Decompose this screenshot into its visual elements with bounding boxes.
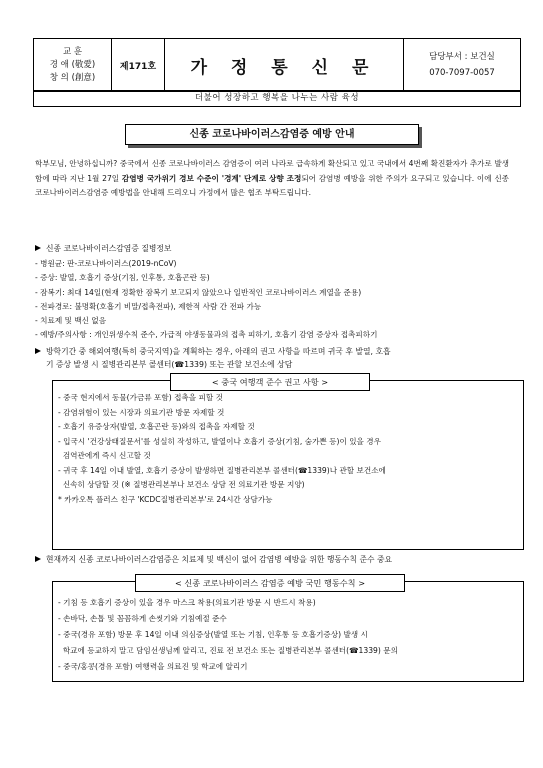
- issue-number: 제171호: [112, 39, 165, 91]
- list-item: - 증상: 발열, 호흡기 증상(기침, 인후통, 호흡곤란 등): [35, 273, 210, 283]
- list-item: - 중국(경유 포함) 방문 후 14일 이내 의심증상(발열 또는 기침, 인후통 등 호흡기증상) 발생 시: [58, 630, 368, 639]
- newsletter-header: [33, 38, 521, 92]
- travel-advice-list: [58, 391, 386, 507]
- motto-label: 교 훈: [62, 46, 83, 57]
- list-item: - 잠복기: 최대 14일(현재 정확한 잠복기 보고되지 않았으나 일반적인 코로나바이러스 계열을 준용): [35, 287, 362, 297]
- motto-1: 경 애 (敬愛): [49, 59, 96, 70]
- prevention-rules-list: [58, 595, 398, 675]
- list-item: - 전파경로: 불명확(호흡기 비말/접촉전파), 제한적 사람 간 전파 가능: [35, 301, 262, 311]
- list-item: 신속히 상담할 것 (※ 질병관리본부나 보건소 상담 전 의료기관 방문 지양): [58, 480, 305, 489]
- section2-heading-cont: 기 증상 발생 시 질병관리본부 콜센터(☎1339) 또는 관할 보건소에 상담: [46, 360, 293, 369]
- list-item: - 입국시 '건강상태질문서'를 성실히 작성하고, 발열이나 호흡기 증상(기침, 숨가쁜 등)이 있을 경우: [58, 436, 381, 446]
- section1-heading-text: 신종 코로나바이러스감염증 질병정보: [46, 244, 172, 253]
- list-item: - 중국/홍콩(경유 포함) 여행력을 의료진 및 학교에 알리기: [58, 662, 248, 671]
- section2-heading-line1: 방학기간 중 해외여행(특히 중국지역)을 계획하는 경우, 아래의 권고 사항을 따르며 귀국 후 발열, 호흡: [46, 347, 391, 356]
- note: * 카카오톡 플러스 친구 'KCDC질병관리본부'로 24시간 상담가능: [58, 494, 273, 504]
- section1-heading: [35, 242, 171, 255]
- section2-heading: [35, 345, 391, 358]
- intro-text-2: 되어 감염병 예방을 위한 주의가 요구되고 있습니다. 이에 신종 코로나바이러스감염증 예방법을 안내해 드리오니 가정에서 많은 협조 부탁드립니다.: [35, 173, 509, 197]
- page-title: 신종 코로나바이러스감염증 예방 안내: [125, 124, 419, 145]
- list-item: - 귀국 후 14일 이내 발열, 호흡기 증상이 발생하면 질병관리본부 콜센터(☎1339)나 관할 보건소에: [58, 465, 386, 475]
- travel-advice-title: < 중국 여행객 준수 권고 사항 >: [170, 373, 370, 391]
- triangle-bullet-icon: [35, 556, 41, 562]
- intro-paragraph: [35, 157, 509, 201]
- triangle-bullet-icon: [35, 348, 41, 354]
- list-item: - 호흡기 유증상자(발열, 호흡곤란 등)와의 접촉을 자제할 것: [58, 422, 255, 431]
- school-motto: [34, 39, 112, 91]
- department-info: [404, 39, 520, 91]
- list-item: - 기침 등 호흡기 증상이 있을 경우 마스크 착용(의료기관 방문 시 반드시 착용): [58, 598, 316, 607]
- list-item: - 손바닥, 손톱 및 꼼꼼하게 손씻기와 기침예절 준수: [58, 614, 227, 623]
- list-item: - 치료제 및 백신 없음: [35, 316, 107, 326]
- section3-heading-text: 현재까지 신종 코로나바이러스감염증은 치료제 및 백신이 없어 감염병 예방을 위한 행동수칙 준수 중요: [46, 555, 393, 564]
- list-item: - 중국 현지에서 동물(가금류 포함) 접촉을 피할 것: [58, 393, 223, 402]
- intro-text-bold: 감염병 국가위기 경보 수준이 '경계' 단계로 상향 조정: [121, 173, 302, 183]
- list-item: - 예방/주의사항 : 개인위생수칙 준수, 가급적 야생동물과의 접촉 피하기, 호흡기 감염 증상자 접촉피하기: [35, 330, 378, 340]
- motto-2: 창 의 (創意): [49, 72, 96, 83]
- prevention-rules-title: < 신종 코로나바이러스 감염증 예방 국민 행동수칙 >: [135, 574, 405, 592]
- section1-list: [35, 257, 377, 343]
- section3-heading: [35, 553, 392, 566]
- list-item: 학교에 등교하지 말고 담임선생님께 알리고, 진료 전 보건소 또는 질병관리본부 콜센터(☎1339) 문의: [58, 646, 398, 655]
- list-item: - 감염위험이 있는 시장과 의료기관 방문 자제할 것: [58, 407, 225, 417]
- newsletter-title: 가 정 통 신 문: [165, 39, 404, 91]
- department: 담당부서 : 보건실: [429, 52, 495, 62]
- intro-text-1: 학부모님, 안녕하십니까? 중국에서 신종 코로나바이러스 감염증이 여러 나라로 급속하게 확산되고 있고 국내에서 4번째 확진환자가 추가로 발생함에 따라 지난 1월 27일: [35, 159, 509, 183]
- list-item: - 병원균: 판-코로나바이러스(2019-nCoV): [35, 259, 177, 268]
- school-slogan: 더불어 성장하고 행복을 나누는 사람 육성: [33, 90, 521, 107]
- triangle-bullet-icon: [35, 245, 41, 251]
- phone-number: 070-7097-0057: [429, 68, 495, 78]
- list-item: 검역관에게 즉시 신고할 것: [58, 451, 151, 460]
